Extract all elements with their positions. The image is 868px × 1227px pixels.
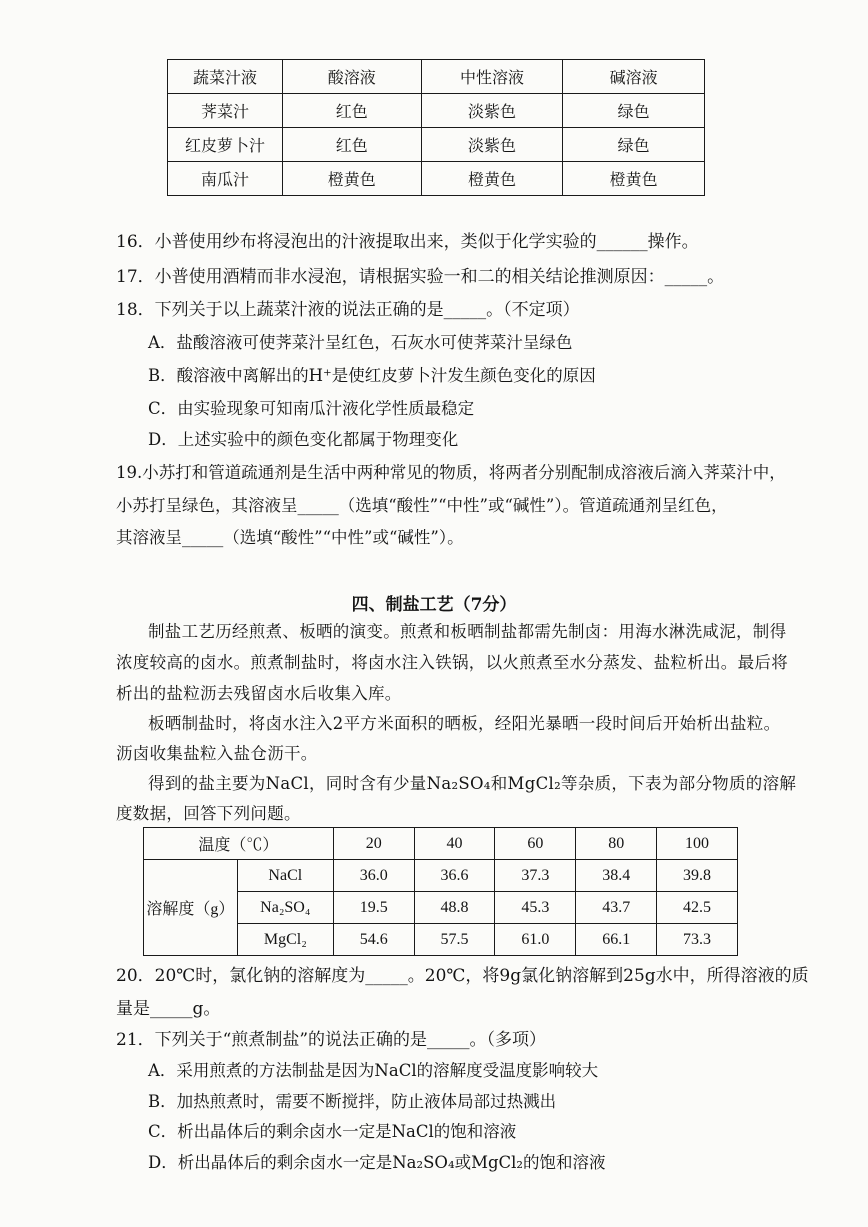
table-cell: 57.5 <box>414 924 495 956</box>
passage-line: 浓度较高的卤水。煎煮制盐时，将卤水注入铁锅，以火煎煮至水分蒸发、盐粒析出。最后将 <box>116 653 788 672</box>
substance-name: Na₂SO₄ <box>237 892 333 924</box>
passage-line: 析出的盐粒沥去残留卤水后收集入库。 <box>116 684 402 703</box>
question-17: 17．小普使用酒精而非水浸泡，请根据实验一和二的相关结论推测原因：_____。 <box>116 267 725 287</box>
table-cell: 36.6 <box>414 860 495 892</box>
question-18-option-a: A．盐酸溶液可使荠菜汁呈红色，石灰水可使荠菜汁呈绿色 <box>148 333 573 352</box>
table-row <box>168 94 705 128</box>
table-cell: 48.8 <box>414 892 495 924</box>
temperature-label: 温度（℃） <box>144 828 334 860</box>
solubility-label: 溶解度（g） <box>144 860 238 956</box>
table-cell: 36.0 <box>333 860 414 892</box>
table-cell: 19.5 <box>333 892 414 924</box>
table-cell: 红色 <box>282 128 421 162</box>
table-cell: 20 <box>333 828 414 860</box>
substance-name: MgCl₂ <box>237 924 333 956</box>
table-header-row <box>144 828 738 860</box>
table-cell: 80 <box>576 828 657 860</box>
question-19-line-1: 19.小苏打和管道疏通剂是生活中两种常见的物质，将两者分别配制成溶液后滴入荠菜汁中， <box>116 463 786 482</box>
question-21-option-a: A．采用煎煮的方法制盐是因为NaCl的溶解度受温度影响较大 <box>148 1061 599 1080</box>
table-cell: 碱溶液 <box>563 60 705 94</box>
table-cell: 37.3 <box>495 860 576 892</box>
table-cell: 红皮萝卜汁 <box>168 128 283 162</box>
table-cell: 40 <box>414 828 495 860</box>
vegetable-juice-color-table <box>167 59 705 196</box>
passage-line: 得到的盐主要为NaCl，同时含有少量Na₂SO₄和MgCl₂等杂质，下表为部分物质的溶解 <box>148 774 797 793</box>
question-21-stem: 21．下列关于“煎煮制盐”的说法正确的是_____。（多项） <box>116 1030 547 1050</box>
question-20-line-1: 20．20℃时，氯化钠的溶解度为_____。20℃，将9g氯化钠溶解到25g水中，所得溶液的质 <box>116 966 809 986</box>
table-cell: 红色 <box>282 94 421 128</box>
table-cell: 73.3 <box>657 924 738 956</box>
question-16: 16．小普使用纱布将浸泡出的汁液提取出来，类似于化学实验的______操作。 <box>116 232 699 252</box>
table-row <box>168 128 705 162</box>
question-21-option-c: C．析出晶体后的剩余卤水一定是NaCl的饱和溶液 <box>148 1122 517 1141</box>
table-cell: 38.4 <box>576 860 657 892</box>
table-cell: 橙黄色 <box>282 162 421 196</box>
question-18-option-c: C．由实验现象可知南瓜汁液化学性质最稳定 <box>148 399 475 418</box>
substance-name: NaCl <box>237 860 333 892</box>
table-cell: 橙黄色 <box>421 162 563 196</box>
table-cell: 45.3 <box>495 892 576 924</box>
passage-line: 制盐工艺历经煎煮、板晒的演变。煎煮和板晒制盐都需先制卤：用海水淋洗咸泥，制得 <box>148 622 787 641</box>
table-row <box>168 162 705 196</box>
table-cell: 酸溶液 <box>282 60 421 94</box>
passage-line: 沥卤收集盐粒入盐仓沥干。 <box>116 744 318 763</box>
question-18-option-b: B．酸溶液中离解出的H⁺是使红皮萝卜汁发生颜色变化的原因 <box>148 366 596 385</box>
section-4-title: 四、制盐工艺（7分） <box>351 595 517 615</box>
table-cell: 南瓜汁 <box>168 162 283 196</box>
table-row <box>144 860 738 892</box>
table-cell: 绿色 <box>563 128 705 162</box>
table-cell: 淡紫色 <box>421 128 563 162</box>
table-cell: 39.8 <box>657 860 738 892</box>
question-18-option-d: D．上述实验中的颜色变化都属于物理变化 <box>148 430 459 449</box>
question-21-option-d: D．析出晶体后的剩余卤水一定是Na₂SO₄或MgCl₂的饱和溶液 <box>148 1153 606 1172</box>
table-cell: 橙黄色 <box>563 162 705 196</box>
passage-line: 板晒制盐时，将卤水注入2平方米面积的晒板，经阳光暴晒一段时间后开始析出盐粒。 <box>148 714 781 733</box>
table-cell: 61.0 <box>495 924 576 956</box>
table-cell: 蔬菜汁液 <box>168 60 283 94</box>
question-19-line-2: 小苏打呈绿色，其溶液呈_____（选填“酸性”“中性”或“碱性”）。管道疏通剂呈红色， <box>116 496 728 515</box>
table-cell: 100 <box>657 828 738 860</box>
solubility-table <box>143 827 738 956</box>
table-cell: 42.5 <box>657 892 738 924</box>
table-cell: 43.7 <box>576 892 657 924</box>
table-cell: 淡紫色 <box>421 94 563 128</box>
question-18-stem: 18．下列关于以上蔬菜汁液的说法正确的是_____。（不定项） <box>116 300 580 320</box>
table-cell: 60 <box>495 828 576 860</box>
passage-line: 度数据，回答下列问题。 <box>116 804 301 823</box>
table-header-row <box>168 60 705 94</box>
question-20-line-2: 量是_____g。 <box>116 999 221 1019</box>
table-cell: 荠菜汁 <box>168 94 283 128</box>
table-cell: 54.6 <box>333 924 414 956</box>
table-cell: 中性溶液 <box>421 60 563 94</box>
table-cell: 66.1 <box>576 924 657 956</box>
question-19-line-3: 其溶液呈_____（选填“酸性”“中性”或“碱性”）。 <box>116 528 464 547</box>
table-cell: 绿色 <box>563 94 705 128</box>
question-21-option-b: B．加热煎煮时，需要不断搅拌，防止液体局部过热溅出 <box>148 1092 557 1111</box>
